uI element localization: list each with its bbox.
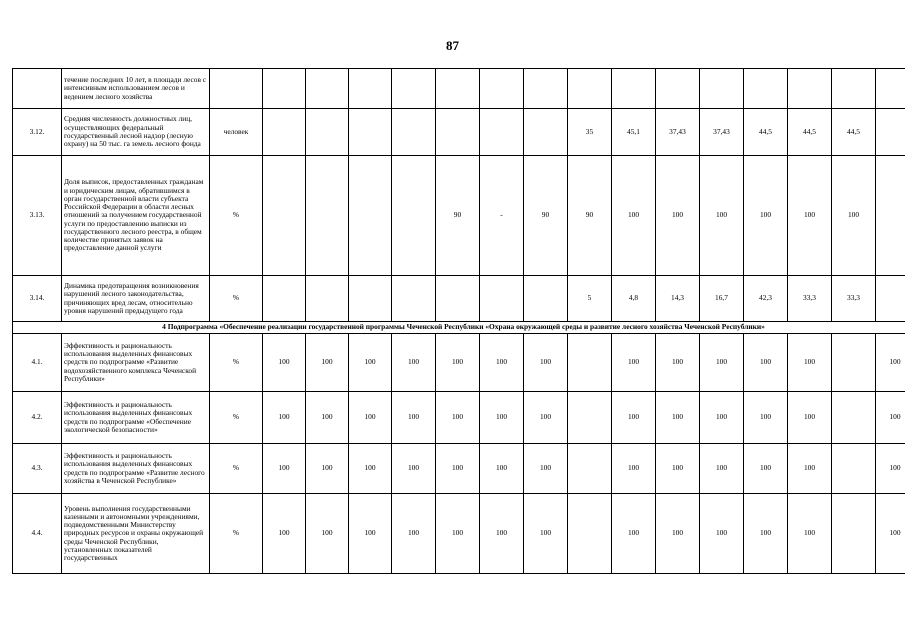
value-cell [436,69,480,109]
indicator-cell: Эффективность и рациональность использования выделенных финансовых средств по подпрограмме «Обеспечение экологической безопасности» [62,392,210,444]
value-cell: 16,7 [700,276,744,322]
indicator-cell: Эффективность и рациональность использования выделенных финансовых средств по подпрограмме «Развитие лесного хозяйства в Чеченской Республике» [62,444,210,494]
row-number-cell: 4.1. [13,334,62,392]
unit-cell: % [210,444,263,494]
value-cell [832,334,876,392]
table-row [13,276,905,322]
value-cell: 100 [788,444,832,494]
value-cell: 5 [568,276,612,322]
value-cell: 33,3 [788,276,832,322]
table-row [13,156,905,276]
value-cell [349,276,392,322]
indicator-cell: Динамика предотвращения возникновения нарушений лесного законодательства, причиняющих вред лесам, относительно уровня нарушений предыдущего года [62,276,210,322]
value-cell [568,392,612,444]
value-cell: 100 [744,494,788,574]
value-cell: 100 [656,494,700,574]
value-cell: 100 [392,334,436,392]
value-cell [876,276,905,322]
value-cell: 100 [392,392,436,444]
value-cell [568,69,612,109]
value-cell [349,109,392,156]
value-cell: 100 [263,334,306,392]
value-cell [612,69,656,109]
value-cell [480,276,524,322]
unit-cell: человек [210,109,263,156]
value-cell: 100 [480,494,524,574]
value-cell: 100 [656,156,700,276]
value-cell [392,109,436,156]
unit-cell: % [210,276,263,322]
value-cell [306,69,349,109]
value-cell: 100 [700,334,744,392]
value-cell [392,276,436,322]
value-cell: 4,8 [612,276,656,322]
value-cell: 100 [480,392,524,444]
value-cell [788,69,832,109]
value-cell: 100 [392,494,436,574]
value-cell: 100 [263,494,306,574]
value-cell [568,494,612,574]
unit-cell: % [210,392,263,444]
value-cell: 100 [349,444,392,494]
value-cell: 37,43 [656,109,700,156]
indicator-cell: Эффективность и рациональность использования выделенных финансовых средств по подпрограмме «Развитие водохозяйственного комплекса Чеченской Республики» [62,334,210,392]
indicator-cell: Средняя численность должностных лиц, осуществляющих федеральный государственный лесной надзор (лесную охрану) на 50 тыс. га земель лесного фонда [62,109,210,156]
indicator-cell: Уровень выполнения государственными казенными и автономными учреждениями, подведомственными Министерству природных ресурсов и охраны окружающей среды Чеченской Республики, установленных показателей государственных [62,494,210,574]
value-cell: 100 [876,494,905,574]
value-cell: 44,5 [744,109,788,156]
value-cell [656,69,700,109]
value-cell: 100 [744,392,788,444]
value-cell [349,156,392,276]
value-cell: 100 [306,444,349,494]
value-cell: 100 [436,392,480,444]
unit-cell: % [210,156,263,276]
value-cell: 100 [612,156,656,276]
value-cell: 90 [524,156,568,276]
value-cell: 100 [612,392,656,444]
value-cell: 100 [349,334,392,392]
value-cell: 100 [480,334,524,392]
row-number-cell [13,69,62,109]
value-cell: 100 [349,494,392,574]
value-cell [700,69,744,109]
value-cell: 35 [568,109,612,156]
value-cell [832,494,876,574]
value-cell [832,69,876,109]
row-number-cell: 4.3. [13,444,62,494]
unit-cell: % [210,334,263,392]
unit-cell [210,69,263,109]
value-cell [524,69,568,109]
indicator-cell: течение последних 10 лет, в площади лесов с интенсивным использованием лесов и ведением лесного хозяйства [62,69,210,109]
value-cell: 100 [656,444,700,494]
value-cell [744,69,788,109]
value-cell: 100 [524,334,568,392]
value-cell: 100 [788,334,832,392]
value-cell: 100 [700,444,744,494]
value-cell [832,444,876,494]
value-cell: 100 [700,156,744,276]
indicator-cell: Доля выписок, предоставленных гражданам и юридическим лицам, обратившимся в орган государственной власти субъекта Российской Федерации в области лесных отношений за получением государственной услуги по предоставлению выписки из государственного лесного реестра, в общем количестве принятых заявок на предоставление данной услуги [62,156,210,276]
row-number-cell: 4.4. [13,494,62,574]
row-number-cell: 4.2. [13,392,62,444]
table-row [13,444,905,494]
value-cell: 42,3 [744,276,788,322]
value-cell: 100 [612,494,656,574]
value-cell: 100 [524,494,568,574]
value-cell: 100 [263,444,306,494]
unit-cell: % [210,494,263,574]
value-cell: 100 [612,444,656,494]
value-cell: 100 [744,444,788,494]
table-row [13,494,905,574]
indicators-table [12,68,905,574]
value-cell [876,69,905,109]
value-cell: 44,5 [832,109,876,156]
value-cell: 100 [788,392,832,444]
table-row [13,334,905,392]
value-cell [263,156,306,276]
table-row [13,69,905,109]
subprogram-header-section [13,322,905,334]
value-cell: 100 [700,392,744,444]
value-cell: 100 [876,334,905,392]
value-cell: 45,1 [612,109,656,156]
table-body-bottom [13,334,905,574]
value-cell [876,109,905,156]
value-cell: 44,5 [788,109,832,156]
value-cell [263,69,306,109]
value-cell [832,392,876,444]
value-cell [524,276,568,322]
value-cell: 100 [832,156,876,276]
row-number-cell: 3.14. [13,276,62,322]
value-cell: 100 [306,334,349,392]
value-cell [306,109,349,156]
value-cell: 100 [524,444,568,494]
value-cell: 100 [788,156,832,276]
value-cell: 14,3 [656,276,700,322]
value-cell [568,444,612,494]
value-cell [876,156,905,276]
value-cell: 37,43 [700,109,744,156]
value-cell: - [480,156,524,276]
value-cell: 33,3 [832,276,876,322]
value-cell [568,334,612,392]
value-cell: 100 [263,392,306,444]
value-cell: 100 [744,156,788,276]
value-cell [306,156,349,276]
value-cell: 90 [568,156,612,276]
value-cell: 90 [436,156,480,276]
value-cell [480,69,524,109]
value-cell [263,276,306,322]
value-cell: 100 [306,392,349,444]
subprogram-header-row [13,322,905,334]
value-cell [480,109,524,156]
value-cell: 100 [656,334,700,392]
value-cell: 100 [744,334,788,392]
value-cell [349,69,392,109]
value-cell [306,276,349,322]
value-cell: 100 [876,392,905,444]
table-row [13,392,905,444]
row-number-cell: 3.12. [13,109,62,156]
value-cell: 100 [436,494,480,574]
value-cell: 100 [306,494,349,574]
value-cell [263,109,306,156]
value-cell: 100 [612,334,656,392]
table-row [13,109,905,156]
value-cell [436,276,480,322]
value-cell: 100 [349,392,392,444]
value-cell: 100 [436,444,480,494]
subprogram-title: 4 Подпрограмма «Обеспечение реализации государственной программы Чеченской Республики «Охрана окружающей среды и развитие лесного хозяйства Чеченской Республики» [13,322,905,334]
row-number-cell: 3.13. [13,156,62,276]
value-cell: 100 [480,444,524,494]
value-cell: 100 [524,392,568,444]
value-cell: 100 [392,444,436,494]
table-body-top [13,69,905,322]
value-cell: 100 [656,392,700,444]
value-cell [392,156,436,276]
value-cell: 100 [436,334,480,392]
value-cell [436,109,480,156]
value-cell [524,109,568,156]
value-cell: 100 [788,494,832,574]
value-cell [392,69,436,109]
page-number: 87 [446,38,459,53]
value-cell: 100 [876,444,905,494]
value-cell: 100 [700,494,744,574]
